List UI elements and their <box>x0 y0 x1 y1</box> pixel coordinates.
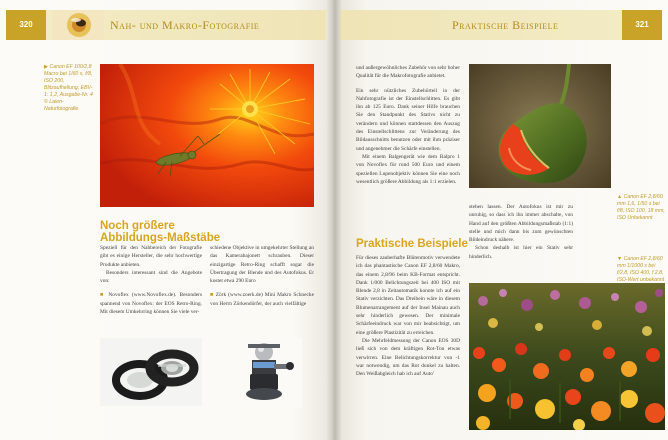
right-header-title: Praktische Beispiele <box>452 18 559 32</box>
right-column-1-continued <box>356 254 460 378</box>
left-page <box>0 0 333 440</box>
right-col1-paragraph-5: Die Mehrfeldmessung der Canon EOS 30D ließ sich von dem kräftigen Rot-Ton etwas verwirren. Eine Belichtungskorrektur von -1 war notwendig, um das Rot dunkel zu halten. Den Weißabgleich hab ich auf Auto' <box>356 337 460 378</box>
left-col1-bullet <box>100 291 202 316</box>
caption-marker-icon: ▲ <box>617 194 623 200</box>
section-heading-praktische: Praktische Beispiele <box>356 238 468 250</box>
flower-field-photo <box>469 283 665 430</box>
ball-head-product-photo <box>226 338 302 408</box>
book-gutter-shadow <box>326 0 342 440</box>
bullet-square-icon: ■ <box>210 292 214 299</box>
field-photo-caption <box>617 256 665 284</box>
right-column-2 <box>469 203 573 261</box>
right-col2-paragraph-2: Schon deshalb ist hier ein Stativ sehr hinderlich. <box>469 245 573 260</box>
left-col2-paragraph-1: schiedene Objektive in umgekehrter Stellung an das Kamerabajonett schrauben. Dieser einzigartige Retro-Ring schafft sogar die Übertragung der Blende und des Autofokus. Er kostet etwa 290 Euro <box>210 245 314 285</box>
poppy-grasshopper-photo <box>100 64 314 207</box>
right-col1-paragraph-1: und außergewöhnliches Zubehör von sehr hoher Qualität für die Makrofotografie anbietet. <box>356 65 460 80</box>
bud-photo-caption <box>617 194 665 222</box>
section-heading-noch-groessere <box>100 220 220 244</box>
caption-marker-icon: ▼ <box>617 256 623 262</box>
top-image-caption-text: Canon EF 100/2,8 Macro bei 1/60 s, f/8, ISO 200, Blitzaufhellung, EBV-1: 1,2, Ausgabe-Nr. 4 © Laien-Naturfotografie <box>44 64 93 112</box>
left-page-number: 320 <box>6 10 46 40</box>
caption-marker-icon: ▶ <box>44 64 48 70</box>
bullet-square-icon: ■ <box>100 292 106 299</box>
right-col1-paragraph-3: Mit einem Balgengerät wie dem Balpro 1 von Novoflex für rund 500 Euro und einem speziellen Lupenobjektiv können Sie eine noch wesentlich größere Abbildung als 1:1 erzielen. <box>356 153 460 185</box>
left-column-2 <box>210 244 314 308</box>
header-bee-thumbnail <box>52 10 104 40</box>
right-column-1 <box>356 64 460 186</box>
right-col1-paragraph-4: Für dieses zauberhafte Blütenmotiv verwendete ich das phantastische Canon EF 2,8/60 Makro, das einem 2,8/96 beim KB-Format entspricht. Dank 1/000 Belichtungszeit bei 400 ISO mit Blende 2,8 in Zeitautomatik konnte ich auf ein Stativ verzichten. Das Dreibein wäre in diesem Blumenarrangement auf der Insel Mainau auch sehr hinderlich gewesen. Der minimale Schärfeeindruck war von mir beabsichtigt, um eine größere Plastizität zu erreichen. <box>356 255 460 336</box>
right-page <box>333 0 668 440</box>
top-image-caption <box>44 64 96 113</box>
right-col1-paragraph-2: Ein sehr nützliches Zubehörteil in der Nahfotografie ist der Einstellschlitten. Es gibt ihn ab 125 Euro. Dank seiner Hilfe brauchen Sie den Standpunkt des Stativs nicht zu verändern und können stattdessen den Auszug des Einstellschlittens zur Veränderung des Bildausschnitts benutzen oder mit ihm präziser und angenehmer die Schärfe einstellen. <box>356 87 460 152</box>
section-heading-line1: Noch größere <box>100 220 175 232</box>
section-heading-line2: Abbildungs-Maßstäbe <box>100 232 221 244</box>
bud-photo-caption-text: Canon EF 2,8/60 mm 1,6, 1/50 s bei f/8, ISO 100, 18 mm, ISO Unbekannt <box>617 194 665 221</box>
left-col1-paragraph-1: Speziell für den Nahbereich der Fotografie gibt es einige Hersteller, die sehr hochwertige Produkte anbieten. <box>100 245 202 268</box>
left-header-title: Nah- und Makro-Fotografie <box>110 18 260 32</box>
left-col1-paragraph-2: Besonders interessant sind die Angebote von: <box>100 269 202 285</box>
left-col2-bullet <box>210 291 314 308</box>
field-photo-caption-text: Canon EF 2,8/60 mm 1/1000 s bei f/2,8, ISO 400, f 2,8, ISO-Wert unbekannt <box>617 256 665 283</box>
left-column-1 <box>100 244 202 316</box>
left-col1-bullet-text: Novoflex (www.Novoflex.de). Besonders spannend von Novoflex: der EOS Retro-Ring. Mit diesem Umkehrring können Sie viele ver- <box>100 292 202 316</box>
retro-ring-product-photo <box>100 338 202 406</box>
right-page-number: 321 <box>622 10 662 40</box>
left-col2-bullet-text: Zörk (www.zoerk.de) Mini Makro Schnecke von Herrn Zörkendörfer, der auch vielfältige <box>210 292 314 307</box>
right-col2-paragraph-1: stehen lassen. Der Autofokus ist mir zu unruhig, so dass ich ihn immer abschalte, von Hand auf den größten Abbildungsmaßstab (1:1) stelle und mich dann bis zum gewünschten Bildeindruck nähere. <box>469 204 573 244</box>
poppy-bud-photo <box>469 64 611 188</box>
